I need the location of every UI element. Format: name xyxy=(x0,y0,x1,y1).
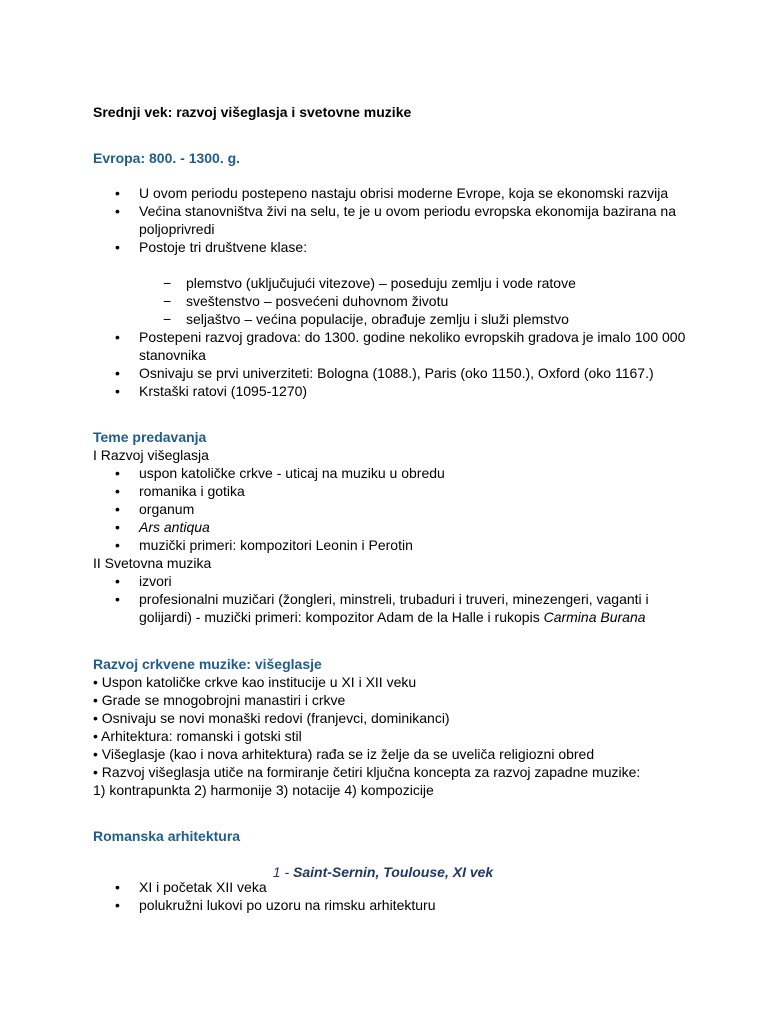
list-item: − seljaštvo – većina populacije, obrađuje zemlju i služi plemstvo xyxy=(93,310,693,328)
church-line: • Osnivaju se novi monaški redovi (franjevci, dominikanci) xyxy=(93,710,450,726)
heading-europe: Evropa: 800. - 1300. g. xyxy=(93,150,241,166)
list-item: • XI i početak XII veka xyxy=(93,878,693,896)
ars-antiqua-text: Ars antiqua xyxy=(139,519,210,535)
caption-text: Saint-Sernin, Toulouse, XI vek xyxy=(293,864,494,880)
church-line: • Uspon katoličke crkve kao institucije u XI i XII veku xyxy=(93,674,417,690)
list-item: • Krstaški ratovi (1095-1270) xyxy=(93,382,693,400)
church-line: • Arhitektura: romanski i gotski stil xyxy=(93,728,302,744)
heading-church-music: Razvoj crkvene muzike: višeglasje xyxy=(93,656,322,672)
topic-part-1: I Razvoj višeglasja xyxy=(93,447,209,463)
church-line: • Razvoj višeglasja utiče na formiranje četiri ključna koncepta za razvoj zapadne muzike: xyxy=(93,764,641,780)
carmina-burana-text: Carmina Burana xyxy=(543,609,646,625)
list-item: • U ovom periodu postepeno nastaju obrisi moderne Evrope, koja se ekonomski razvija xyxy=(93,184,693,202)
caption-number: 1 - xyxy=(272,864,294,880)
list-item: • Većina stanovništva živi na selu, te je u ovom periodu evropska ekonomija bazirana na poljoprivredi xyxy=(93,202,693,238)
church-line: • Grade se mnogobrojni manastiri i crkve xyxy=(93,692,346,708)
romanesque-bullets xyxy=(93,878,693,914)
list-item: • polukružni lukovi po uzoru na rimsku arhitekturu xyxy=(93,896,693,914)
list-item: • Postepeni razvoj gradova: do 1300. godine nekoliko evropskih gradova je imalo 100 000 stanovnika xyxy=(93,328,693,364)
musicians-text: profesionalni muzičari (žongleri, minstreli, trubaduri i truveri, minezengeri, vaganti i golijardi) - muzički primeri: kompozitor Adam de la Halle i rukopis xyxy=(139,591,649,625)
list-item: • organum xyxy=(93,500,693,518)
topic-part-2-list xyxy=(93,572,693,626)
list-item: • uspon katoličke crkve - uticaj na muziku u obredu xyxy=(93,464,693,482)
list-item: • Osnivaju se prvi univerziteti: Bologna (1088.), Paris (oko 1150.), Oxford (oko 1167.) xyxy=(93,364,693,382)
list-item: • Postoje tri društvene klase: xyxy=(93,238,693,256)
church-line: 1) kontrapunkta 2) harmonije 3) notacije 4) kompozicije xyxy=(93,782,434,798)
heading-romanesque: Romanska arhitektura xyxy=(93,828,241,844)
europe-bullets-continued xyxy=(93,328,693,400)
list-item: • izvori xyxy=(93,572,693,590)
document-title: Srednji vek: razvoj višeglasja i svetovne muzike xyxy=(93,104,412,120)
list-item: • muzički primeri: kompozitori Leonin i Perotin xyxy=(93,536,693,554)
topic-part-1-list xyxy=(93,464,693,554)
list-item: − plemstvo (uključujući vitezove) – poseduju zemlju i vode ratove xyxy=(93,274,693,292)
heading-topics: Teme predavanja xyxy=(93,429,207,445)
church-line: • Višeglasje (kao i nova arhitektura) rađa se iz želje da se uveliča religiozni obred xyxy=(93,746,595,762)
topic-part-2: II Svetovna muzika xyxy=(93,555,212,571)
europe-bullets xyxy=(93,184,693,256)
list-item: − sveštenstvo – posvećeni duhovnom životu xyxy=(93,292,693,310)
list-item xyxy=(93,518,693,536)
social-classes-list xyxy=(93,274,693,328)
list-item: • romanika i gotika xyxy=(93,482,693,500)
list-item xyxy=(93,590,693,626)
